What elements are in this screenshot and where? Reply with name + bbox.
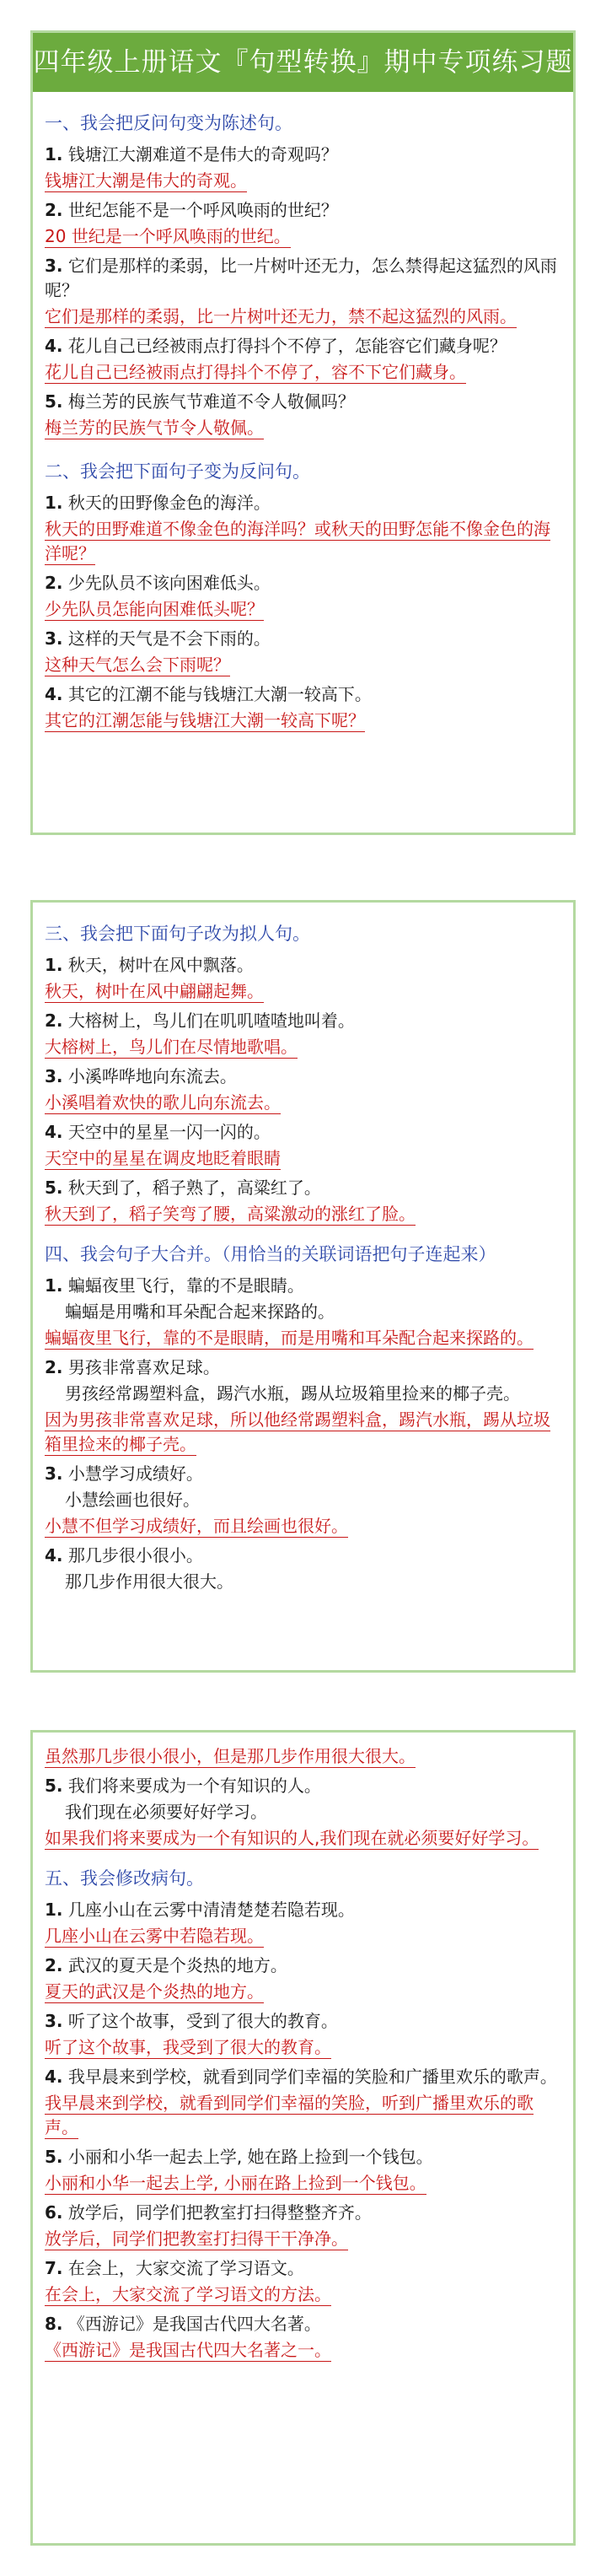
question: 2. 武汉的夏天是个炎热的地方。	[45, 1955, 287, 1975]
question: 8. 《西游记》是我国古代四大名著。	[45, 2314, 321, 2334]
answer: 放学后，同学们把教室打扫得干干净净。	[45, 2228, 348, 2249]
question: 2. 世纪怎能不是一个呼风唤雨的世纪？	[45, 200, 338, 220]
answer: 梅兰芳的民族气节令人敬佩。	[45, 418, 264, 438]
question: 1. 秋天，树叶在风中飘落。	[45, 955, 254, 975]
question: 3. 听了这个故事，受到了很大的教育。	[45, 2011, 338, 2031]
question: 3. 小溪哗哗地向东流去。	[45, 1066, 237, 1086]
question: 5. 秋天到了，稻子熟了，高粱红了。	[45, 1178, 321, 1198]
answer: 秋天的田野难道不像金色的海洋吗？或秋天的田野怎能不像金色的海洋呢？	[45, 519, 550, 563]
section-heading-1: 一、我会把反问句变为陈述句。	[45, 113, 292, 133]
worksheet-card-2	[30, 900, 576, 1673]
answer: 钱塘江大潮是伟大的奇观。	[45, 170, 247, 191]
worksheet-card-3	[30, 1730, 576, 2546]
question: 4. 其它的江潮不能与钱塘江大潮一较高下。	[45, 684, 372, 704]
answer: 小丽和小华一起去上学, 小丽在路上捡到一个钱包。	[45, 2173, 426, 2193]
answer: 蝙蝠夜里飞行，靠的不是眼睛，而是用嘴和耳朵配合起来探路的。	[45, 1328, 534, 1348]
answer: 这种天气怎么会下雨呢？	[45, 655, 230, 675]
section-heading-2: 二、我会把下面句子变为反问句。	[45, 461, 310, 482]
question: 3. 这样的天气是不会下雨的。	[45, 628, 271, 649]
question: 4. 我早晨来到学校，就看到同学们幸福的笑脸和广播里欢乐的歌声。	[45, 2067, 557, 2087]
answer: 20 世纪是一个呼风唤雨的世纪。	[45, 226, 291, 246]
answer: 如果我们将来要成为一个有知识的人,我们现在就必须要好好学习。	[45, 1828, 539, 1848]
answer: 秋天，树叶在风中翩翩起舞。	[45, 981, 264, 1001]
question: 5. 梅兰芳的民族气节难道不令人敬佩吗？	[45, 391, 355, 412]
question-second-line: 我们现在必须要好好学习。	[65, 1802, 267, 1822]
question: 4. 那几步很小很小。	[45, 1545, 203, 1566]
question: 3. 它们是那样的柔弱，比一片树叶还无力，怎么禁得起这猛烈的风雨呢？	[45, 256, 557, 300]
question-second-line: 蝙蝠是用嘴和耳朵配合起来探路的。	[65, 1301, 335, 1322]
answer: 它们是那样的柔弱，比一片树叶还无力，禁不起这猛烈的风雨。	[45, 306, 517, 326]
question-second-line: 男孩经常踢塑料盒，踢汽水瓶，踢从垃圾箱里捡来的椰子壳。	[65, 1383, 520, 1404]
question-second-line: 小慧绘画也很好。	[65, 1490, 200, 1510]
answer: 花儿自己已经被雨点打得抖个不停了，容不下它们藏身。	[45, 362, 466, 382]
question: 2. 男孩非常喜欢足球。	[45, 1357, 220, 1377]
question: 2. 少先队员不该向困难低头。	[45, 573, 271, 593]
question: 4. 天空中的星星一闪一闪的。	[45, 1122, 271, 1142]
question: 5. 我们将来要成为一个有知识的人。	[45, 1776, 321, 1796]
answer: 小慧不但学习成绩好，而且绘画也很好。	[45, 1516, 348, 1536]
question: 1. 蝙蝠夜里飞行，靠的不是眼睛。	[45, 1275, 304, 1296]
answer: 《西游记》是我国古代四大名著之一。	[45, 2340, 331, 2360]
answer: 天空中的星星在调皮地眨着眼睛	[45, 1148, 281, 1168]
answer: 几座小山在云雾中若隐若现。	[45, 1926, 264, 1946]
question: 7. 在会上，大家交流了学习语文。	[45, 2258, 304, 2278]
question: 5. 小丽和小华一起去上学, 她在路上捡到一个钱包。	[45, 2147, 433, 2167]
answer: 因为男孩非常喜欢足球，所以他经常踢塑料盒，踢汽水瓶，踢从垃圾箱里捡来的椰子壳。	[45, 1409, 550, 1454]
question: 6. 放学后，同学们把教室打扫得整整齐齐。	[45, 2202, 372, 2223]
answer: 少先队员怎能向困难低头呢？	[45, 599, 264, 619]
answer: 秋天到了，稻子笑弯了腰，高粱激动的涨红了脸。	[45, 1204, 416, 1224]
worksheet-card-1	[30, 30, 576, 835]
question: 4. 花儿自己已经被雨点打得抖个不停了，怎能容它们藏身呢？	[45, 336, 507, 356]
answer: 大榕树上，鸟儿们在尽情地歌唱。	[45, 1037, 298, 1057]
section-heading-3: 三、我会把下面句子改为拟人句。	[45, 924, 310, 944]
question: 2. 大榕树上，鸟儿们在叽叽喳喳地叫着。	[45, 1010, 355, 1031]
answer: 在会上，大家交流了学习语文的方法。	[45, 2284, 331, 2304]
question: 1. 几座小山在云雾中清清楚楚若隐若现。	[45, 1900, 355, 1920]
question: 1. 秋天的田野像金色的海洋。	[45, 493, 271, 513]
answer: 听了这个故事，我受到了很大的教育。	[45, 2037, 331, 2057]
answer: 小溪唱着欢快的歌儿向东流去。	[45, 1092, 281, 1113]
section-heading-5: 五、我会修改病句。	[45, 1868, 204, 1889]
answer: 我早晨来到学校，就看到同学们幸福的笑脸，听到广播里欢乐的歌声。	[45, 2093, 534, 2137]
answer: 虽然那几步很小很小，但是那几步作用很大很大。	[45, 1746, 416, 1766]
question-second-line: 那几步作用很大很大。	[65, 1571, 233, 1592]
section-heading-4: 四、我会句子大合并。（用恰当的关联词语把句子连起来）	[45, 1244, 496, 1264]
page-title: 四年级上册语文『句型转换』期中专项练习题	[33, 33, 573, 92]
question: 3. 小慧学习成绩好。	[45, 1463, 203, 1484]
answer: 夏天的武汉是个炎热的地方。	[45, 1981, 264, 2002]
answer: 其它的江潮怎能与钱塘江大潮一较高下呢？	[45, 710, 365, 730]
question: 1. 钱塘江大潮难道不是伟大的奇观吗？	[45, 144, 338, 164]
